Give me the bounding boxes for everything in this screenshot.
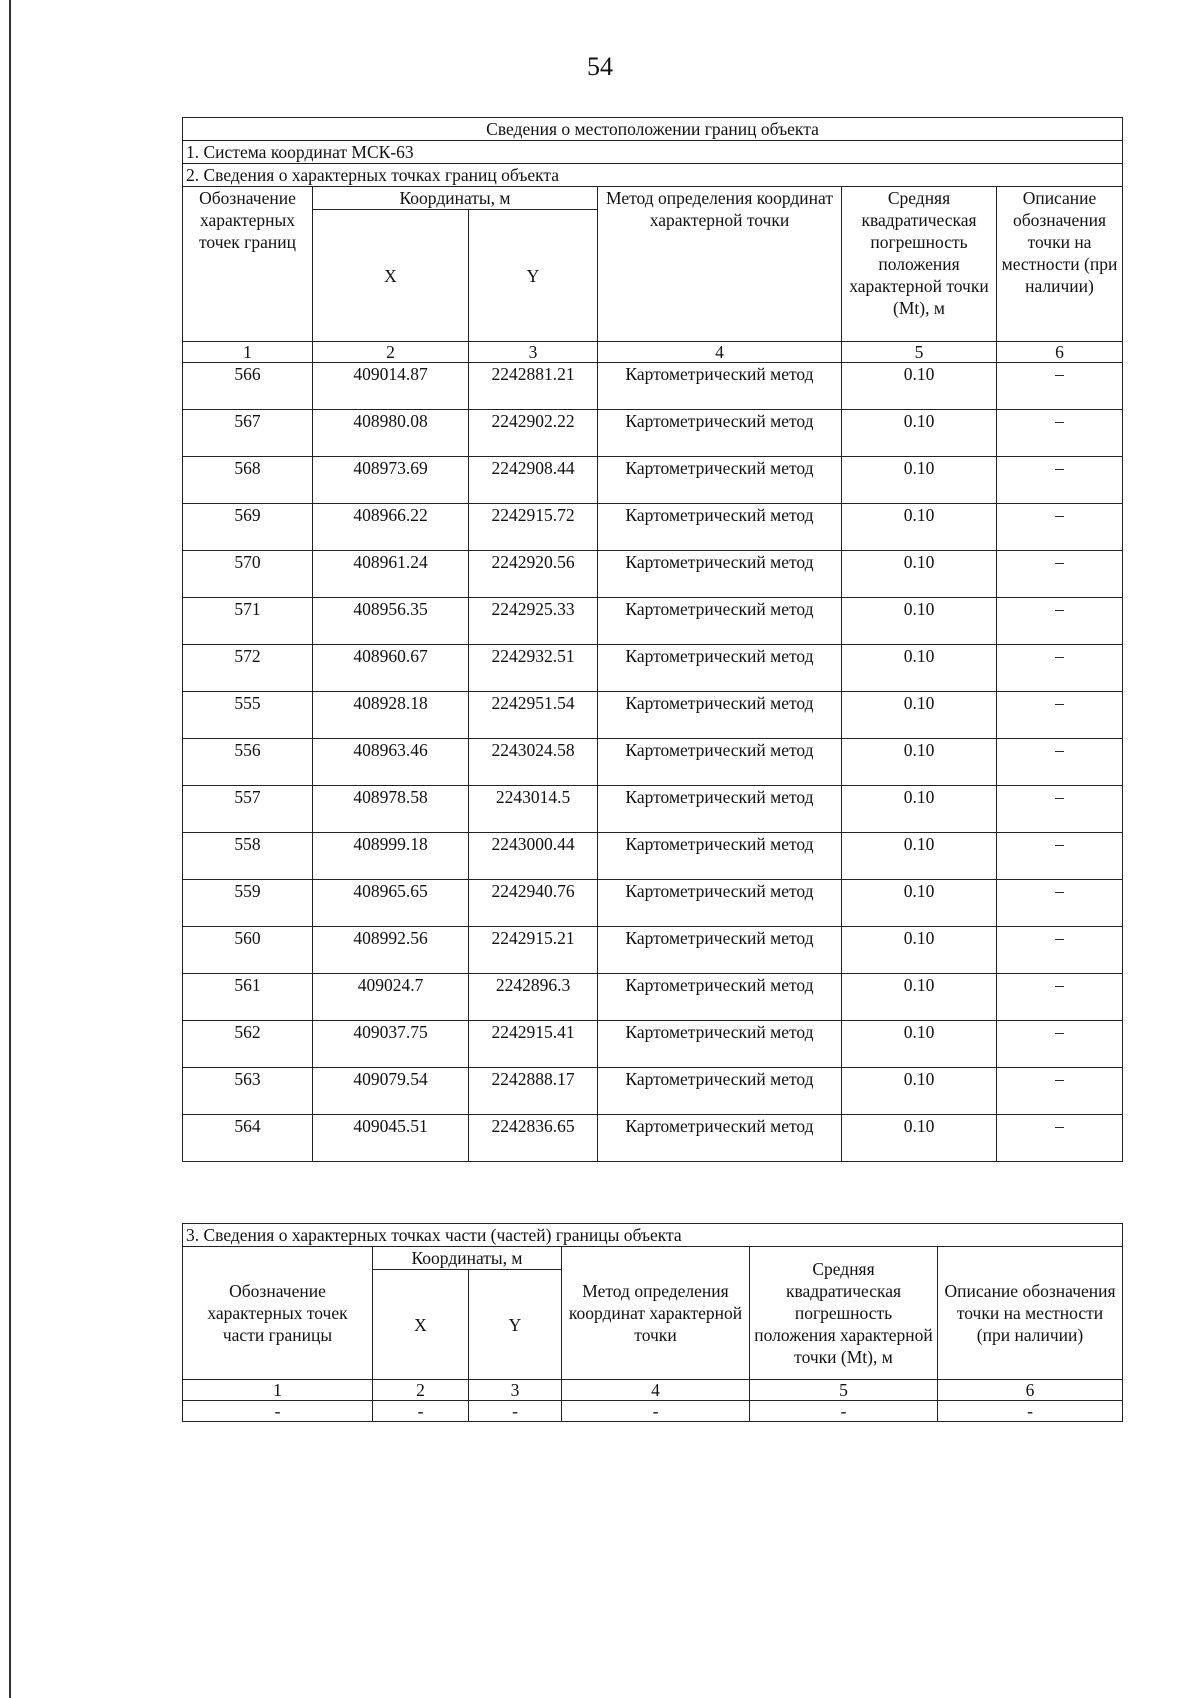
point-description: – [997, 1021, 1123, 1068]
boundary-points-table [182, 117, 1123, 1162]
table-row [183, 833, 1123, 880]
point-description: – [997, 410, 1123, 457]
point-mean-error: 0.10 [842, 598, 997, 645]
point-id: 558 [183, 833, 313, 880]
point-y: 2242951.54 [469, 692, 598, 739]
point-description: – [997, 551, 1123, 598]
table-row [183, 363, 1123, 410]
point-y: 2242932.51 [469, 645, 598, 692]
t2-column-index: 6 [938, 1380, 1123, 1401]
t2-header-y: Y [469, 1270, 562, 1380]
point-x: 409045.51 [313, 1115, 469, 1162]
table-title: Сведения о местоположении границ объекта [183, 118, 1123, 141]
column-index: 6 [997, 342, 1123, 363]
header-y: Y [469, 210, 598, 342]
point-mean-error: 0.10 [842, 927, 997, 974]
point-method: Картометрический метод [598, 880, 842, 927]
t2-header-coordinates: Координаты, м [373, 1247, 562, 1270]
table-row [183, 410, 1123, 457]
t2-column-index: 2 [373, 1380, 469, 1401]
point-y: 2242908.44 [469, 457, 598, 504]
point-method: Картометрический метод [598, 833, 842, 880]
point-x: 408973.69 [313, 457, 469, 504]
t2-cell: - [373, 1401, 469, 1422]
page-number: 54 [587, 52, 613, 81]
table-row [183, 1115, 1123, 1162]
t2-cell: - [750, 1401, 938, 1422]
point-mean-error: 0.10 [842, 880, 997, 927]
point-id: 571 [183, 598, 313, 645]
point-description: – [997, 739, 1123, 786]
point-method: Картометрический метод [598, 598, 842, 645]
point-method: Картометрический метод [598, 410, 842, 457]
point-method: Картометрический метод [598, 692, 842, 739]
point-description: – [997, 880, 1123, 927]
point-y: 2242902.22 [469, 410, 598, 457]
point-x: 409024.7 [313, 974, 469, 1021]
points-body [183, 363, 1123, 1162]
header-designation: Обозначение характерных точек границ [183, 187, 313, 342]
table-row [183, 739, 1123, 786]
column-index: 3 [469, 342, 598, 363]
point-description: – [997, 833, 1123, 880]
point-method: Картометрический метод [598, 1115, 842, 1162]
point-mean-error: 0.10 [842, 363, 997, 410]
point-x: 408961.24 [313, 551, 469, 598]
point-y: 2242940.76 [469, 880, 598, 927]
point-mean-error: 0.10 [842, 833, 997, 880]
point-id: 569 [183, 504, 313, 551]
point-description: – [997, 927, 1123, 974]
column-index: 2 [313, 342, 469, 363]
point-mean-error: 0.10 [842, 692, 997, 739]
point-y: 2243024.58 [469, 739, 598, 786]
point-x: 408966.22 [313, 504, 469, 551]
point-x: 408928.18 [313, 692, 469, 739]
point-method: Картометрический метод [598, 551, 842, 598]
point-method: Картометрический метод [598, 974, 842, 1021]
header-coordinates: Координаты, м [313, 187, 598, 210]
point-x: 408980.08 [313, 410, 469, 457]
point-method: Картометрический метод [598, 1021, 842, 1068]
point-method: Картометрический метод [598, 1068, 842, 1115]
point-y: 2242896.3 [469, 974, 598, 1021]
t2-column-index: 5 [750, 1380, 938, 1401]
table-row [183, 786, 1123, 833]
point-x: 408999.18 [313, 833, 469, 880]
t2-table-row [183, 1401, 1123, 1422]
point-x: 408965.65 [313, 880, 469, 927]
section-coordinate-system: 1. Система координат МСК-63 [183, 141, 1123, 164]
t2-cell: - [938, 1401, 1123, 1422]
point-description: – [997, 786, 1123, 833]
section-boundary-points: 2. Сведения о характерных точках границ объекта [183, 164, 1123, 187]
point-description: – [997, 457, 1123, 504]
column-index: 5 [842, 342, 997, 363]
header-mean-error: Средняя квадратическая погрешность положения характерной точки (Mt), м [842, 187, 997, 342]
point-x: 408956.35 [313, 598, 469, 645]
point-y: 2242915.21 [469, 927, 598, 974]
point-mean-error: 0.10 [842, 1068, 997, 1115]
point-id: 556 [183, 739, 313, 786]
point-id: 568 [183, 457, 313, 504]
table-row [183, 457, 1123, 504]
point-y: 2243014.5 [469, 786, 598, 833]
point-x: 409037.75 [313, 1021, 469, 1068]
point-mean-error: 0.10 [842, 645, 997, 692]
t2-header-method: Метод определения координат характерной точки [562, 1247, 750, 1380]
point-id: 567 [183, 410, 313, 457]
t2-header-designation: Обозначение характерных точек части границы [183, 1247, 373, 1380]
t2-header-mean-error: Средняя квадратическая погрешность положения характерной точки (Mt), м [750, 1247, 938, 1380]
table-row [183, 692, 1123, 739]
t2-cell: - [183, 1401, 373, 1422]
table-row [183, 645, 1123, 692]
point-id: 572 [183, 645, 313, 692]
table-row [183, 598, 1123, 645]
point-mean-error: 0.10 [842, 410, 997, 457]
point-x: 408992.56 [313, 927, 469, 974]
point-method: Картометрический метод [598, 504, 842, 551]
point-id: 557 [183, 786, 313, 833]
point-mean-error: 0.10 [842, 974, 997, 1021]
point-mean-error: 0.10 [842, 1115, 997, 1162]
point-description: – [997, 598, 1123, 645]
point-x: 408978.58 [313, 786, 469, 833]
point-id: 555 [183, 692, 313, 739]
column-index: 4 [598, 342, 842, 363]
scan-left-edge-rule [9, 0, 11, 1698]
point-mean-error: 0.10 [842, 1021, 997, 1068]
point-id: 562 [183, 1021, 313, 1068]
section-part-boundary-points: 3. Сведения о характерных точках части (частей) границы объекта [183, 1224, 1123, 1247]
t2-cell: - [562, 1401, 750, 1422]
point-y: 2242920.56 [469, 551, 598, 598]
point-id: 561 [183, 974, 313, 1021]
point-mean-error: 0.10 [842, 786, 997, 833]
point-mean-error: 0.10 [842, 551, 997, 598]
t2-header-description: Описание обозначения точки на местности (при наличии) [938, 1247, 1123, 1380]
point-y: 2242915.72 [469, 504, 598, 551]
point-id: 563 [183, 1068, 313, 1115]
point-y: 2243000.44 [469, 833, 598, 880]
table-row [183, 927, 1123, 974]
t2-header-x: X [373, 1270, 469, 1380]
point-description: – [997, 692, 1123, 739]
column-index: 1 [183, 342, 313, 363]
point-y: 2242915.41 [469, 1021, 598, 1068]
t2-column-index: 1 [183, 1380, 373, 1401]
table-row [183, 880, 1123, 927]
point-method: Картометрический метод [598, 645, 842, 692]
point-id: 570 [183, 551, 313, 598]
point-id: 564 [183, 1115, 313, 1162]
point-method: Картометрический метод [598, 363, 842, 410]
table-row [183, 1021, 1123, 1068]
table-row [183, 974, 1123, 1021]
point-x: 408963.46 [313, 739, 469, 786]
t2-cell: - [469, 1401, 562, 1422]
header-x: X [313, 210, 469, 342]
point-description: – [997, 1068, 1123, 1115]
point-description: – [997, 974, 1123, 1021]
point-x: 409079.54 [313, 1068, 469, 1115]
point-method: Картометрический метод [598, 739, 842, 786]
point-y: 2242836.65 [469, 1115, 598, 1162]
point-method: Картометрический метод [598, 786, 842, 833]
t2-column-index: 4 [562, 1380, 750, 1401]
table-row [183, 1068, 1123, 1115]
point-mean-error: 0.10 [842, 504, 997, 551]
t2-column-index: 3 [469, 1380, 562, 1401]
table-row [183, 504, 1123, 551]
point-id: 560 [183, 927, 313, 974]
point-method: Картометрический метод [598, 457, 842, 504]
point-id: 559 [183, 880, 313, 927]
part-boundary-points-table [182, 1223, 1123, 1422]
header-description: Описание обозначения точки на местности (при наличии) [997, 187, 1123, 342]
point-mean-error: 0.10 [842, 739, 997, 786]
point-description: – [997, 363, 1123, 410]
point-y: 2242925.33 [469, 598, 598, 645]
point-y: 2242881.21 [469, 363, 598, 410]
point-mean-error: 0.10 [842, 457, 997, 504]
point-method: Картометрический метод [598, 927, 842, 974]
point-id: 566 [183, 363, 313, 410]
point-description: – [997, 504, 1123, 551]
header-method: Метод определения координат характерной точки [598, 187, 842, 342]
point-description: – [997, 645, 1123, 692]
point-description: – [997, 1115, 1123, 1162]
table-row [183, 551, 1123, 598]
point-x: 409014.87 [313, 363, 469, 410]
point-x: 408960.67 [313, 645, 469, 692]
point-y: 2242888.17 [469, 1068, 598, 1115]
